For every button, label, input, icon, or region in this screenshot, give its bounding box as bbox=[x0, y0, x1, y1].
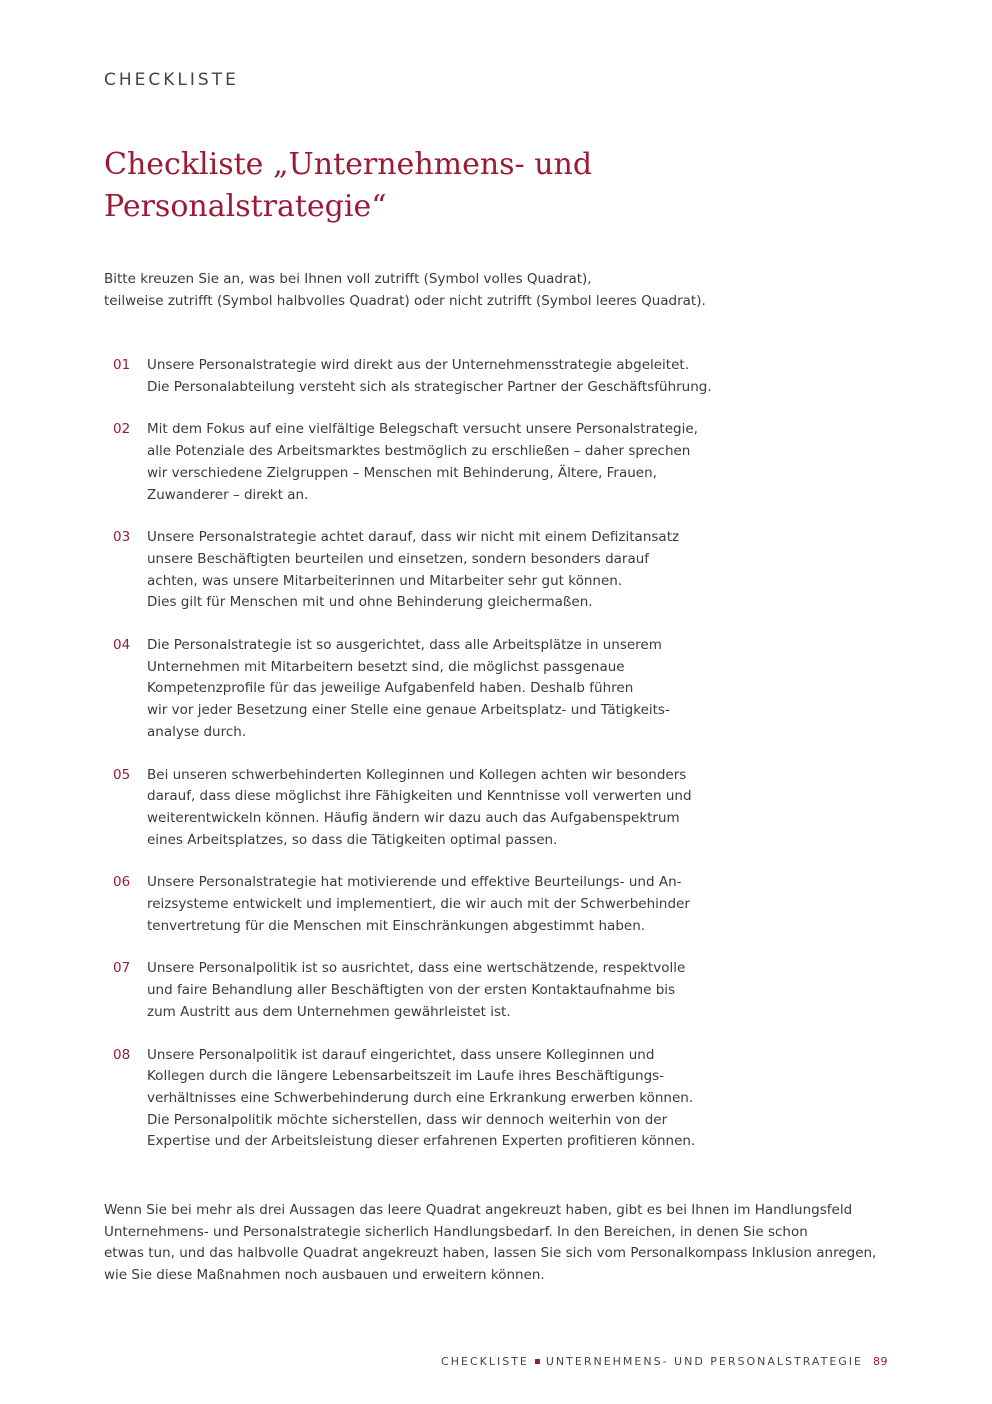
item-line: wir verschiedene Zielgruppen – Menschen mit Behinderung, Ältere, Frauen, bbox=[147, 464, 657, 481]
item-line: unsere Beschäftigten beurteilen und einsetzen, sondern besonders darauf bbox=[147, 550, 650, 567]
footer-topic: UNTERNEHMENS- UND PERSONALSTRATEGIE bbox=[545, 1355, 863, 1368]
item-text bbox=[147, 1045, 695, 1154]
item-number-label: 02 bbox=[113, 421, 131, 438]
item-number bbox=[104, 419, 147, 506]
item-line: Expertise und der Arbeitsleistung dieser erfahrenen Experten profitieren können. bbox=[147, 1133, 696, 1150]
footer-section: CHECKLISTE bbox=[441, 1355, 529, 1368]
item-line: reizsysteme entwickelt und implementiert, die wir auch mit der Schwerbehinder bbox=[147, 896, 690, 913]
item-line: weiterentwickeln können. Häufig ändern wir dazu auch das Aufgabenspektrum bbox=[147, 809, 680, 826]
intro-line: Bitte kreuzen Sie an, was bei Ihnen voll zutrifft (Symbol volles Quadrat), bbox=[104, 271, 592, 287]
item-line: verhältnisses eine Schwerbehinderung durch eine Erkrankung erwerben können. bbox=[147, 1089, 694, 1106]
checklist-item bbox=[104, 872, 884, 937]
item-number-label: 01 bbox=[113, 357, 131, 373]
item-text bbox=[147, 355, 712, 398]
item-number-label: 07 bbox=[113, 960, 131, 977]
item-line: und faire Behandlung aller Beschäftigten von der ersten Kontaktaufnahme bis bbox=[147, 982, 676, 999]
item-line: Bei unseren schwerbehinderten Kolleginnen und Kollegen achten wir besonders bbox=[147, 766, 687, 783]
closing-line: wie Sie diese Maßnahmen noch ausbauen und erweitern können. bbox=[104, 1267, 545, 1284]
item-number-label: 06 bbox=[113, 874, 131, 891]
page-number: 89 bbox=[873, 1355, 888, 1368]
item-number-label: 04 bbox=[113, 637, 131, 654]
item-number bbox=[104, 635, 147, 744]
item-line: zum Austritt aus dem Unternehmen gewährleistet ist. bbox=[147, 1003, 511, 1020]
checklist-item bbox=[104, 355, 884, 398]
item-number bbox=[104, 527, 147, 614]
item-line: Unsere Personalstrategie achtet darauf, dass wir nicht mit einem Defizitansatz bbox=[147, 529, 680, 546]
item-line: tenvertretung für die Menschen mit Einschränkungen abgestimmt haben. bbox=[147, 917, 646, 934]
item-text bbox=[147, 872, 690, 937]
item-line: Zuwanderer – direkt an. bbox=[147, 486, 309, 503]
item-line: Kompetenzprofile für das jeweilige Aufgabenfeld haben. Deshalb führen bbox=[147, 680, 634, 697]
checklist-item bbox=[104, 527, 884, 614]
square-bullet-icon bbox=[535, 1359, 540, 1364]
item-line: darauf, dass diese möglichst ihre Fähigkeiten und Kenntnisse voll verwerten und bbox=[147, 788, 692, 805]
item-text bbox=[147, 419, 698, 506]
item-number bbox=[104, 1045, 147, 1154]
closing-paragraph bbox=[104, 1200, 876, 1287]
item-line: Unternehmen mit Mitarbeitern besetzt sind, die möglichst passgenaue bbox=[147, 658, 625, 675]
item-line: Kollegen durch die längere Lebensarbeitszeit im Laufe ihres Beschäftigungs- bbox=[147, 1068, 665, 1085]
item-text bbox=[147, 527, 679, 614]
item-line: Mit dem Fokus auf eine vielfältige Belegschaft versucht unsere Personalstrategie, bbox=[147, 421, 698, 438]
item-text bbox=[147, 635, 670, 744]
item-line: Unsere Personalstrategie wird direkt aus der Unternehmensstrategie abgeleitet. bbox=[147, 357, 689, 373]
item-number-label: 05 bbox=[113, 766, 131, 783]
item-line: Dies gilt für Menschen mit und ohne Behinderung gleichermaßen. bbox=[147, 594, 593, 611]
item-line: alle Potenziale des Arbeitsmarktes bestmöglich zu erschließen – daher sprechen bbox=[147, 443, 691, 460]
item-number bbox=[104, 958, 147, 1023]
item-line: Unsere Personalpolitik ist so ausrichtet, dass eine wertschätzende, respektvolle bbox=[147, 960, 686, 977]
item-text bbox=[147, 765, 692, 852]
page-footer bbox=[441, 1355, 888, 1368]
item-line: analyse durch. bbox=[147, 723, 247, 740]
closing-line: Wenn Sie bei mehr als drei Aussagen das leere Quadrat angekreuzt haben, gibt es bei Ihnen im Handlungsfeld bbox=[104, 1202, 853, 1218]
title-line: Checkliste „Unternehmens- und bbox=[104, 147, 593, 182]
title-line: Personalstrategie“ bbox=[104, 189, 387, 224]
closing-line: Unternehmens- und Personalstrategie sicherlich Handlungsbedarf. In den Bereichen, in denen Sie schon bbox=[104, 1223, 808, 1240]
closing-line: etwas tun, und das halbvolle Quadrat angekreuzt haben, lassen Sie sich vom Personalkompass Inklusion anregen, bbox=[104, 1245, 877, 1262]
item-number-label: 03 bbox=[113, 529, 131, 546]
item-line: wir vor jeder Besetzung einer Stelle eine genaue Arbeitsplatz- und Tätigkeits- bbox=[147, 702, 670, 719]
section-label: CHECKLISTE bbox=[104, 70, 239, 90]
checklist bbox=[104, 355, 884, 1174]
item-line: Unsere Personalstrategie hat motivierende und effektive Beurteilungs- und An- bbox=[147, 874, 682, 891]
item-number-label: 08 bbox=[113, 1046, 131, 1063]
page-title bbox=[104, 144, 864, 228]
item-line: Unsere Personalpolitik ist darauf eingerichtet, dass unsere Kolleginnen und bbox=[147, 1046, 655, 1063]
checklist-item bbox=[104, 958, 884, 1023]
item-line: Die Personalabteilung versteht sich als strategischer Partner der Geschäftsführung. bbox=[147, 378, 712, 395]
intro-line: teilweise zutrifft (Symbol halbvolles Quadrat) oder nicht zutrifft (Symbol leeres Quadrat). bbox=[104, 293, 706, 309]
checklist-item bbox=[104, 765, 884, 852]
item-number bbox=[104, 872, 147, 937]
intro-paragraph bbox=[104, 268, 706, 312]
item-line: achten, was unsere Mitarbeiterinnen und Mitarbeiter sehr gut können. bbox=[147, 572, 623, 589]
item-number bbox=[104, 355, 147, 398]
item-line: Die Personalpolitik möchte sicherstellen, dass wir dennoch weiterhin von der bbox=[147, 1111, 668, 1128]
checklist-item bbox=[104, 635, 884, 744]
item-number bbox=[104, 765, 147, 852]
checklist-item bbox=[104, 1045, 884, 1154]
item-line: Die Personalstrategie ist so ausgerichtet, dass alle Arbeitsplätze in unserem bbox=[147, 637, 662, 654]
checklist-item bbox=[104, 419, 884, 506]
item-line: eines Arbeitsplatzes, so dass die Tätigkeiten optimal passen. bbox=[147, 831, 558, 848]
item-text bbox=[147, 958, 685, 1023]
